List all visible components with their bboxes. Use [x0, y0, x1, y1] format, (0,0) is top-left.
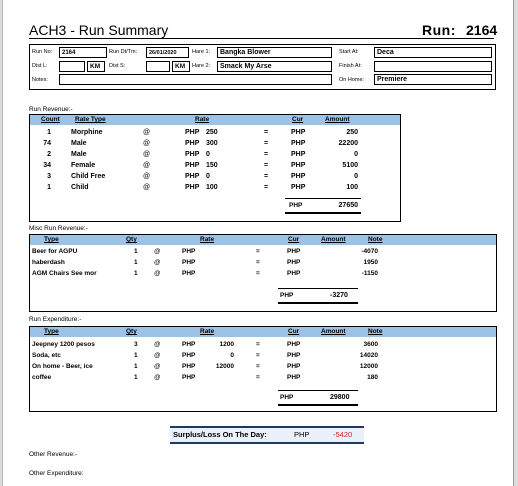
notes-label: Notes:: [32, 77, 48, 83]
other-revenue-label: Other Revenue:-: [29, 451, 78, 458]
qty-cell: 3: [134, 341, 138, 348]
table-row: [30, 246, 496, 257]
qty-cell: 1: [134, 352, 138, 359]
at-symbol: @: [143, 184, 151, 191]
amount-cell: 22200: [338, 140, 358, 147]
at-symbol: @: [143, 140, 151, 147]
revenue-total-rule: [285, 198, 361, 199]
rate-type-cell: Female: [71, 162, 96, 169]
col-rate: Rate: [200, 328, 215, 335]
amount-cell: 180: [367, 374, 378, 381]
on-home-label: On Home:: [339, 77, 365, 83]
amount-cell: 5100: [342, 162, 358, 169]
misc-revenue-title: Misc Run Revenue:-: [29, 225, 88, 232]
misc-total-rule: [278, 288, 358, 289]
cur-cell: PHP: [291, 162, 306, 169]
col-cur: Cur: [288, 328, 300, 335]
cur-cell: PHP: [291, 140, 306, 147]
rate-cur-cell: PHP: [182, 374, 196, 381]
type-cell: AGM Chairs See mor: [32, 270, 97, 277]
equals-symbol: =: [256, 374, 260, 381]
rate-type-cell: Male: [71, 140, 87, 147]
type-cell: On home - Beer, ice: [32, 363, 93, 370]
surplus-label: Surplus/Loss On The Day:: [173, 430, 267, 439]
at-symbol: @: [154, 341, 161, 348]
at-symbol: @: [154, 363, 161, 370]
page-title: ACH3 - Run Summary: [29, 22, 169, 38]
table-row: [30, 350, 496, 361]
expenditure-total-rule: [278, 390, 358, 391]
rate-cur-cell: PHP: [182, 248, 196, 255]
at-symbol: @: [154, 248, 161, 255]
col-amount: Amount: [325, 116, 350, 123]
table-row: [30, 160, 400, 171]
col-qty: Qty: [126, 236, 137, 243]
misc-total: -3270: [330, 292, 348, 299]
run-revenue-header: [30, 115, 400, 125]
cur-cell: PHP: [287, 363, 301, 370]
at-symbol: @: [154, 352, 161, 359]
expenditure-total-cur: PHP: [280, 394, 294, 401]
run-expenditure-header: [30, 327, 496, 337]
rate-cell: 250: [206, 129, 218, 136]
hare2-label: Hare 2:: [192, 63, 211, 69]
run-no-label: Run No:: [32, 49, 53, 55]
rate-type-cell: Child Free: [71, 173, 106, 180]
dist-s-field[interactable]: [146, 61, 170, 72]
equals-symbol: =: [264, 140, 269, 147]
cur-cell: PHP: [287, 270, 301, 277]
rate-cell: 0: [206, 173, 210, 180]
col-rate: Rate: [195, 116, 210, 123]
rate-cur-cell: PHP: [182, 341, 196, 348]
expenditure-total: 29800: [330, 394, 350, 401]
col-cur: Cur: [292, 116, 304, 123]
table-row: [30, 171, 400, 182]
table-row: [30, 182, 400, 193]
surplus-value: -5420: [333, 430, 353, 439]
count-cell: 2: [47, 151, 51, 158]
table-row: [30, 127, 400, 138]
col-amount: Amount: [321, 328, 346, 335]
cur-cell: PHP: [291, 184, 306, 191]
type-cell: Jeepney 1200 pesos: [32, 341, 95, 348]
rate-type-cell: Morphine: [71, 129, 103, 136]
col-note: Note: [368, 236, 383, 243]
expenditure-total-double-rule: [278, 404, 358, 406]
type-cell: Beer for AGPU: [32, 248, 78, 255]
dist-l-label: Dist L:: [32, 63, 48, 69]
amount-cell: 0: [354, 151, 358, 158]
start-at-label: Start At:: [339, 49, 359, 55]
rate-cur-cell: PHP: [185, 162, 200, 169]
qty-cell: 1: [134, 259, 138, 266]
col-amount: Amount: [321, 236, 346, 243]
title-underline: [29, 38, 494, 39]
hare1-field[interactable]: Bangka Blower: [217, 47, 332, 58]
revenue-total-cur: PHP: [289, 202, 303, 209]
equals-symbol: =: [256, 363, 260, 370]
amount-cell: 12000: [359, 363, 378, 370]
table-row: [30, 149, 400, 160]
rate-cur-cell: PHP: [182, 270, 196, 277]
run-label: Run:: [422, 22, 456, 38]
rate-cell: 1200: [219, 341, 234, 348]
revenue-total-row: [30, 200, 400, 211]
table-row: [30, 339, 496, 350]
col-type: Type: [44, 328, 59, 335]
amount-cell: -4070: [361, 248, 378, 255]
amount-cell: -1150: [361, 270, 378, 277]
rate-cell: 100: [206, 184, 218, 191]
type-cell: Soda, etc: [32, 352, 61, 359]
equals-symbol: =: [256, 352, 260, 359]
col-note: Note: [368, 328, 383, 335]
table-row: [30, 138, 400, 149]
dist-l-field[interactable]: [59, 61, 85, 72]
finish-at-label: Finish At:: [339, 63, 362, 69]
amount-cell: 250: [346, 129, 358, 136]
surplus-box: [170, 426, 364, 444]
at-symbol: @: [154, 374, 161, 381]
rate-cell: 12000: [215, 363, 234, 370]
equals-symbol: =: [256, 341, 260, 348]
misc-total-double-rule: [278, 302, 358, 304]
rate-cur-cell: PHP: [185, 184, 200, 191]
on-home-field[interactable]: Premiere: [374, 74, 492, 85]
rate-cell: 0: [206, 151, 210, 158]
equals-symbol: =: [264, 173, 269, 180]
run-dt-label: Run Dt/Tm:: [109, 49, 138, 55]
revenue-total-double-rule: [285, 212, 361, 214]
rate-type-cell: Male: [71, 151, 87, 158]
misc-total-row: [30, 290, 496, 301]
count-cell: 1: [47, 184, 51, 191]
misc-revenue-header: [30, 235, 496, 245]
dist-s-label: Dist S:: [109, 63, 126, 69]
type-cell: coffee: [32, 374, 52, 381]
col-type: Type: [44, 236, 59, 243]
cur-cell: PHP: [287, 352, 301, 359]
km-unit-1: KM: [87, 61, 105, 72]
equals-symbol: =: [264, 184, 269, 191]
misc-total-cur: PHP: [280, 292, 294, 299]
equals-symbol: =: [264, 162, 269, 169]
type-cell: haberdash: [32, 259, 65, 266]
run-revenue-title: Run Revenue:-: [29, 106, 73, 113]
rate-cell: 150: [206, 162, 218, 169]
cur-cell: PHP: [291, 173, 306, 180]
equals-symbol: =: [256, 270, 260, 277]
rate-cur-cell: PHP: [185, 173, 200, 180]
table-row: [30, 268, 496, 279]
col-count: Count: [41, 116, 60, 123]
rate-cell: 300: [206, 140, 218, 147]
equals-symbol: =: [256, 259, 260, 266]
count-cell: 74: [43, 140, 51, 147]
col-qty: Qty: [126, 328, 137, 335]
cur-cell: PHP: [287, 374, 301, 381]
expenditure-total-row: [30, 392, 496, 403]
rate-cur-cell: PHP: [185, 140, 200, 147]
hare2-field[interactable]: Smack My Arse: [217, 61, 332, 72]
cur-cell: PHP: [291, 151, 306, 158]
run-expenditure-title: Run Expenditure:-: [29, 316, 82, 323]
other-expenditure-label: Other Expenditure:: [29, 470, 84, 477]
amount-cell: 0: [354, 173, 358, 180]
surplus-cur: PHP: [294, 430, 310, 439]
qty-cell: 1: [134, 363, 138, 370]
at-symbol: @: [154, 259, 161, 266]
cur-cell: PHP: [287, 259, 301, 266]
count-cell: 3: [47, 173, 51, 180]
cur-cell: PHP: [287, 341, 301, 348]
count-cell: 1: [47, 129, 51, 136]
qty-cell: 1: [134, 248, 138, 255]
run-no-field[interactable]: 2164: [59, 47, 107, 58]
amount-cell: 3600: [363, 341, 378, 348]
count-cell: 34: [43, 162, 51, 169]
km-unit-2: KM: [172, 61, 190, 72]
rate-cur-cell: PHP: [185, 151, 200, 158]
table-row: [30, 372, 496, 383]
at-symbol: @: [143, 162, 151, 169]
start-at-field[interactable]: Deca: [374, 47, 492, 58]
report-page: [2, 0, 514, 486]
col-cur: Cur: [288, 236, 300, 243]
equals-symbol: =: [264, 129, 269, 136]
finish-at-field[interactable]: [374, 61, 492, 72]
hare1-label: Hare 1:: [192, 49, 211, 55]
table-row: [30, 257, 496, 268]
amount-cell: 14020: [359, 352, 378, 359]
at-symbol: @: [154, 270, 161, 277]
notes-field[interactable]: [59, 74, 332, 85]
rate-cell: 0: [230, 352, 234, 359]
at-symbol: @: [143, 129, 151, 136]
rate-cur-cell: PHP: [185, 129, 200, 136]
at-symbol: @: [143, 173, 151, 180]
amount-cell: 100: [346, 184, 358, 191]
col-rate: Rate: [200, 236, 215, 243]
col-rate-type: Rate Type: [75, 116, 106, 123]
rate-cur-cell: PHP: [182, 259, 196, 266]
rate-cur-cell: PHP: [182, 363, 196, 370]
rate-cur-cell: PHP: [182, 352, 196, 359]
revenue-total: 27650: [338, 202, 358, 209]
cur-cell: PHP: [287, 248, 301, 255]
qty-cell: 1: [134, 270, 138, 277]
equals-symbol: =: [264, 151, 269, 158]
cur-cell: PHP: [291, 129, 306, 136]
table-row: [30, 361, 496, 372]
amount-cell: 1950: [363, 259, 378, 266]
equals-symbol: =: [256, 248, 260, 255]
run-dt-field[interactable]: 26/01/2020: [146, 47, 189, 58]
rate-type-cell: Child: [71, 184, 89, 191]
run-number: 2164: [466, 22, 498, 38]
qty-cell: 1: [134, 374, 138, 381]
at-symbol: @: [143, 151, 151, 158]
